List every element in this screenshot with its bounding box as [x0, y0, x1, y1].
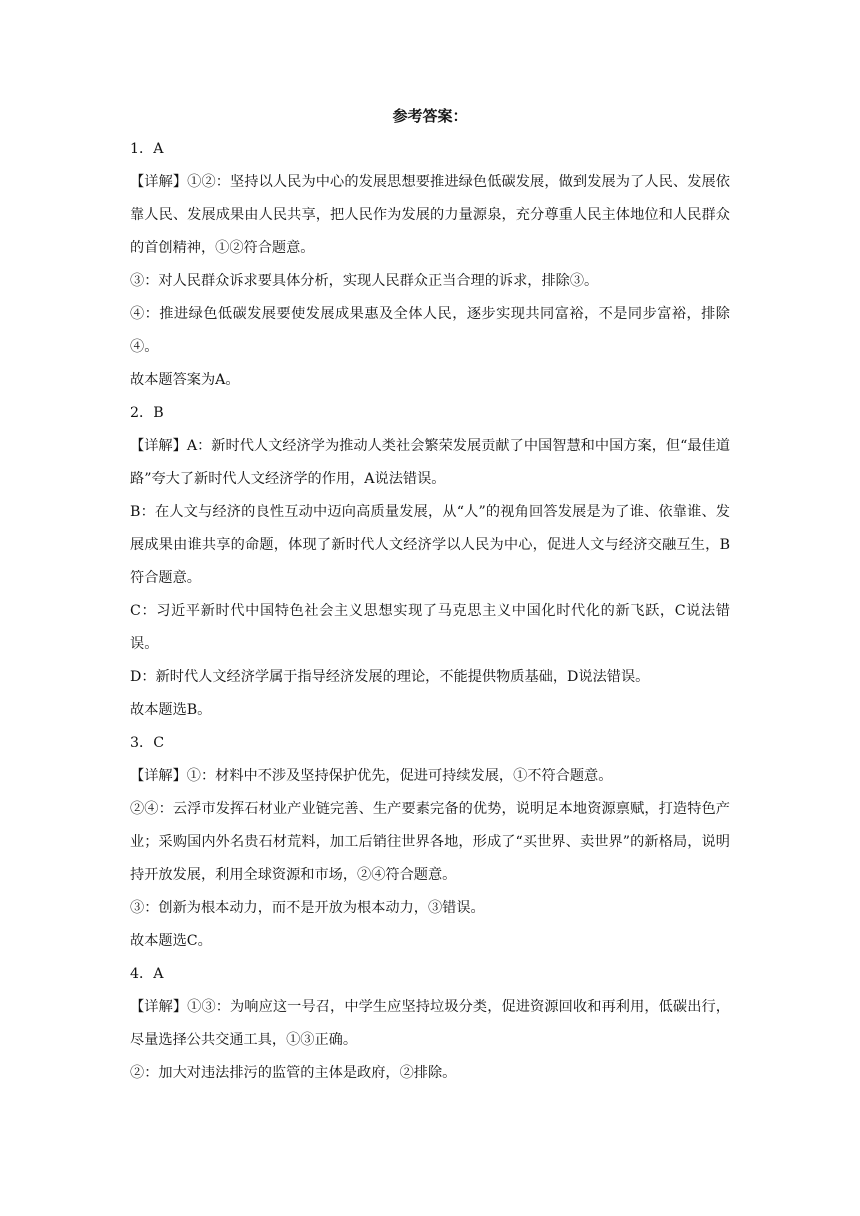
answer-3-conclusion: 故本题选C。: [130, 933, 212, 949]
answer-3-detail: 【详解】①：材料中不涉及坚持保护优先，促进可持续发展，①不符合题意。: [130, 768, 613, 784]
answer-3-point-3: ③：创新为根本动力，而不是开放为根本动力，③错误。: [130, 900, 485, 916]
answer-4-point-2: ②：加大对违法排污的监管的主体是政府，②排除。: [130, 1065, 457, 1081]
answer-4-detail: 【详解】①③：为响应这一号召，中学生应坚持垃圾分类，促进资源回收和再利用，低碳出行，尽量选择公共交通工具，①③正确。: [130, 999, 730, 1048]
answer-2-detail-a: 【详解】A：新时代人文经济学为推动人类社会繁荣发展贡献了中国智慧和中国方案，但“最佳道路”夸大了新时代人文经济学的作用，A说法错误。: [130, 438, 730, 487]
answer-2-detail-d: D：新时代人文经济学属于指导经济发展的理论，不能提供物质基础，D说法错误。: [130, 669, 650, 685]
answer-1-point-3: ③：对人民群众诉求要具体分析，实现人民群众正当合理的诉求，排除③。: [130, 273, 599, 289]
answer-3-number: 3．C: [130, 735, 165, 751]
answer-1-detail: 【详解】①②：坚持以人民为中心的发展思想要推进绿色低碳发展，做到发展为了人民、发展依靠人民、发展成果由人民共享，把人民作为发展的力量源泉，充分尊重人民主体地位和人民群众的首创精神，①②符合题意。: [130, 174, 730, 256]
answer-1-number: 1．A: [130, 141, 164, 157]
answer-3-point-24: ②④：云浮市发挥石材业产业链完善、生产要素完备的优势，说明足本地资源禀赋，打造特色产业；采购国内外名贵石材荒料，加工后销往世界各地，形成了“买世界、卖世界”的新格局，说明持开放发展，利用全球资源和市场，②④符合题意。: [130, 801, 730, 883]
answer-1-conclusion: 故本题答案为A。: [130, 372, 240, 388]
answer-2-conclusion: 故本题选B。: [130, 702, 212, 718]
answer-2-number: 2．B: [130, 405, 164, 421]
answer-1-point-4: ④：推进绿色低碳发展要使发展成果惠及全体人民，逐步实现共同富裕，不是同步富裕，排除④。: [130, 306, 730, 355]
answer-2-detail-b: B：在人文与经济的良性互动中迈向高质量发展，从“人”的视角回答发展是为了谁、依靠谁、发展成果由谁共享的命题，体现了新时代人文经济学以人民为中心，促进人文与经济交融互生，B符合题意。: [130, 504, 730, 586]
page-title: 参考答案：: [392, 107, 468, 125]
answer-4-number: 4．A: [130, 966, 164, 982]
answer-content: [130, 133, 730, 1090]
answer-2-detail-c: C：习近平新时代中国特色社会主义思想实现了马克思主义中国化时代化的新飞跃，C说法错误。: [130, 603, 730, 652]
